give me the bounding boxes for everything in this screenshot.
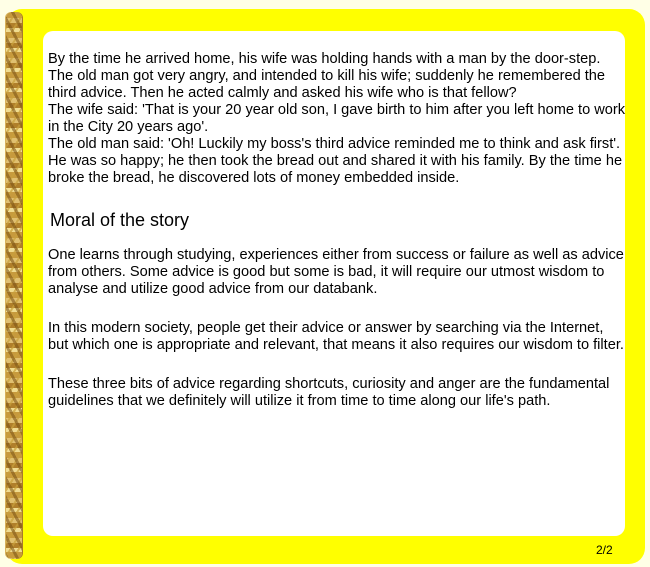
story-paragraph-4: He was so happy; he then took the bread out and shared it with his family. By the time he broke the bread, he discovered lots of money embedded inside.: [48, 153, 623, 186]
story-paragraph-2: The wife said: 'That is your 20 year old son, I gave birth to him after you left home to work in the City 20 years ago'.: [48, 102, 626, 135]
moral-paragraph-1: One learns through studying, experiences either from success or failure as well as advice from others. Some advice is good but some is bad, it will require our utmost wisdom to analyse and utilize good advice from our databank.: [48, 247, 624, 297]
moral-paragraph-2: In this modern society, people get their advice or answer by searching via the Internet, but which one is appropriate and relevant, that means it also requires our wisdom to filter.: [48, 320, 624, 353]
moral-paragraph-3: These three bits of advice regarding shortcuts, curiosity and anger are the fundamental guidelines that we definitely will utilize it from time to time along our life's path.: [48, 376, 610, 409]
document-text: [48, 51, 626, 410]
moral-heading: Moral of the story: [50, 210, 190, 230]
decorative-vine-border: [6, 12, 22, 559]
story-paragraph-1: By the time he arrived home, his wife was holding hands with a man by the door-step. The old man got very angry, and intended to kill his wife; suddenly he remembered the third advice. Then he acted calmly and asked his wife who is that fellow?: [48, 51, 606, 101]
story-paragraph-3: The old man said: 'Oh! Luckily my boss's third advice reminded me to think and ask first'.: [48, 136, 621, 152]
page-number: 2/2: [596, 543, 613, 557]
